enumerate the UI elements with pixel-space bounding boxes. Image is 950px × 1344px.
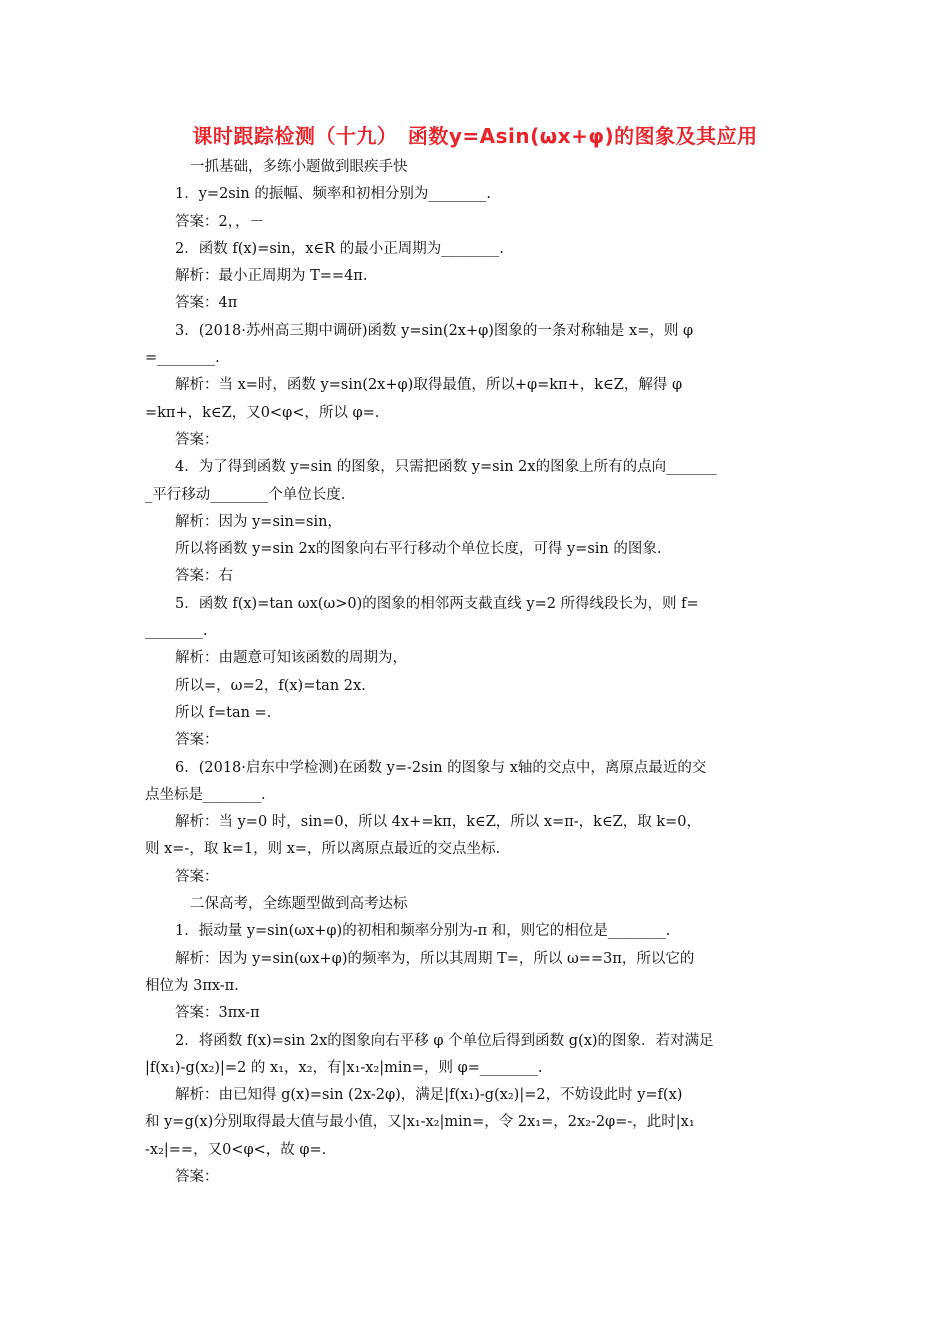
text-line: =________. — [145, 350, 220, 367]
text-line: 则 x=-，取 k=1，则 x=，所以离原点最近的交点坐标. — [145, 841, 501, 858]
document-body — [145, 154, 807, 1191]
text-line: 一抓基础，多练小题做到眼疾手快 — [190, 159, 408, 175]
text-line: 解析：当 y=0 时，sin=0，所以 4x+=kπ，k∈Z，所以 x=π-，k∈Z，取 k=0， — [175, 814, 702, 831]
text-line: 答案：右 — [175, 568, 233, 585]
text-line: 相位为 3πx-π. — [145, 977, 239, 994]
text-line: 答案：4π — [175, 295, 238, 312]
text-line: 2．函数 f(x)=sin，x∈R 的最小正周期为________. — [175, 240, 504, 257]
text-line: 所以=，ω=2，f(x)=tan 2x. — [175, 677, 366, 694]
text-line: 1．振动量 y=sin(ωx+φ)的初相和频率分别为-π 和，则它的相位是________. — [175, 923, 671, 940]
text-line: 解析：最小正周期为 T==4π. — [175, 268, 368, 285]
text-line: 3．(2018·苏州高三期中调研)函数 y=sin(2x+φ)图象的一条对称轴是 x=，则 φ — [175, 322, 694, 339]
text-line: 答案： — [175, 732, 219, 749]
page-title: 课时跟踪检测（十九） 函数y=Asin(ωx+φ)的图象及其应用 — [192, 124, 758, 148]
text-line: 答案： — [175, 431, 219, 448]
text-line: 解析：当 x=时，函数 y=sin(2x+φ)取得最值，所以+φ=kπ+，k∈Z，解得 φ — [175, 377, 683, 394]
text-line: 答案：3πx-π — [175, 1005, 260, 1022]
text-line: 解析：由题意可知该函数的周期为， — [175, 650, 407, 667]
text-line: 点坐标是________. — [145, 786, 266, 803]
text-line: 1．y=2sin 的振幅、频率和初相分别为________. — [175, 186, 491, 203]
text-line: 答案：2，，－ — [175, 213, 264, 230]
text-line: 所以 f=tan =. — [175, 704, 272, 721]
text-line: 4．为了得到函数 y=sin 的图象，只需把函数 y=sin 2x的图象上所有的点向_______ — [175, 459, 717, 476]
text-line: 所以将函数 y=sin 2x的图象向右平行移动个单位长度，可得 y=sin 的图象. — [175, 541, 662, 558]
text-line: 答案： — [175, 1168, 219, 1185]
text-line: 解析：因为 y=sin(ωx+φ)的频率为，所以其周期 T=，所以 ω==3π，所以它的 — [175, 950, 695, 967]
text-line: 和 y=g(x)分别取得最大值与最小值，又|x₁-x₂|min=，令 2x₁=，2x₂-2φ=-，此时|x₁ — [145, 1114, 695, 1131]
text-line: -x₂|==，又0<φ<，故 φ=. — [145, 1141, 327, 1158]
text-line: 2．将函数 f(x)=sin 2x的图象向右平移 φ 个单位后得到函数 g(x)的图象．若对满足 — [175, 1032, 714, 1049]
text-line: 解析：因为 y=sin=sin， — [175, 513, 342, 530]
text-line: ________. — [145, 623, 208, 640]
text-line: 6．(2018·启东中学检测)在函数 y=-2sin 的图象与 x轴的交点中，离原点最近的交 — [175, 759, 707, 776]
text-line: |f(x₁)-g(x₂)|=2 的 x₁，x₂，有|x₁-x₂|min=，则 φ=________. — [145, 1059, 543, 1076]
text-line: 二保高考，全练题型做到高考达标 — [190, 896, 408, 913]
text-line: =kπ+，k∈Z，又0<φ<，所以 φ=. — [145, 404, 380, 421]
text-line: 答案： — [175, 868, 219, 885]
text-line: 5．函数 f(x)=tan ωx(ω>0)的图象的相邻两支截直线 y=2 所得线段长为，则 f= — [175, 595, 699, 612]
text-line: _平行移动________个单位长度. — [145, 486, 346, 503]
text-line: 解析：由已知得 g(x)=sin (2x-2φ)，满足|f(x₁)-g(x₂)|=2，不妨设此时 y=f(x) — [175, 1087, 683, 1104]
